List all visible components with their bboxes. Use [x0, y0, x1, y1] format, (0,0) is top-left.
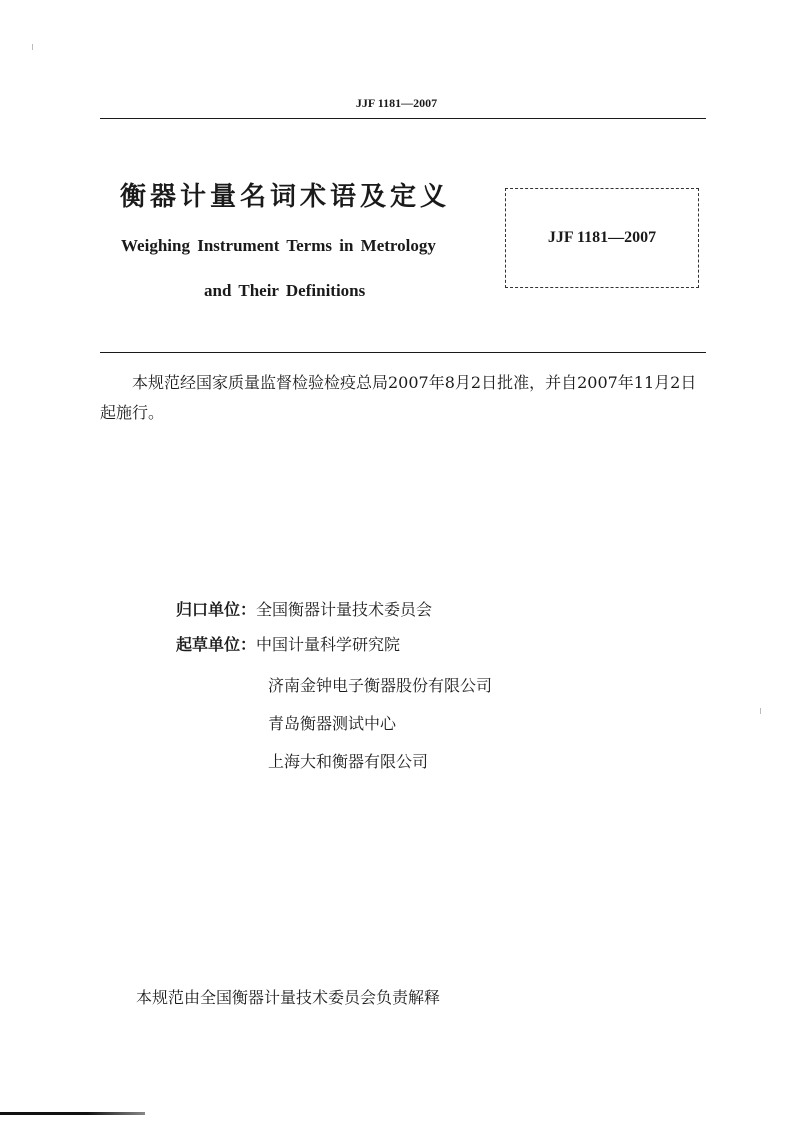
title-chinese: 衡器计量名词术语及定义: [120, 182, 451, 212]
interpretation-note: 本规范由全国衡器计量技术委员会负责解释: [136, 988, 441, 1007]
drafting-unit-value: 济南金钟电子衡器股份有限公司: [268, 676, 493, 695]
title-english-line1: Weighing Instrument Terms in Metrology: [121, 236, 436, 255]
title-english-line2: and Their Definitions: [204, 281, 366, 300]
header-standard-code: JJF 1181—2007: [355, 96, 438, 110]
scan-artifact-bar: [0, 1112, 145, 1115]
standard-code-box-text: JJF 1181—2007: [547, 229, 657, 246]
drafting-unit-row: [176, 632, 400, 655]
responsible-unit-label: 归口单位：: [176, 600, 257, 619]
drafting-unit-label: 起草单位：: [176, 635, 257, 654]
responsible-unit-value: 全国衡器计量技术委员会: [256, 600, 433, 619]
standard-code-box: [505, 188, 699, 288]
scan-speck: [760, 708, 761, 714]
title-rule: [100, 352, 706, 353]
drafting-unit-value: 上海大和衡器有限公司: [268, 752, 429, 771]
drafting-unit-value: 中国计量科学研究院: [256, 635, 401, 654]
drafting-unit-value: 青岛衡器测试中心: [268, 714, 397, 733]
responsible-unit-row: [176, 597, 432, 620]
approval-statement: 本规范经国家质量监督检验检疫总局2007年8月2日批准，并自2007年11月2日起施行。: [100, 373, 697, 422]
header-rule: [100, 118, 706, 119]
scan-speck: [32, 44, 33, 50]
